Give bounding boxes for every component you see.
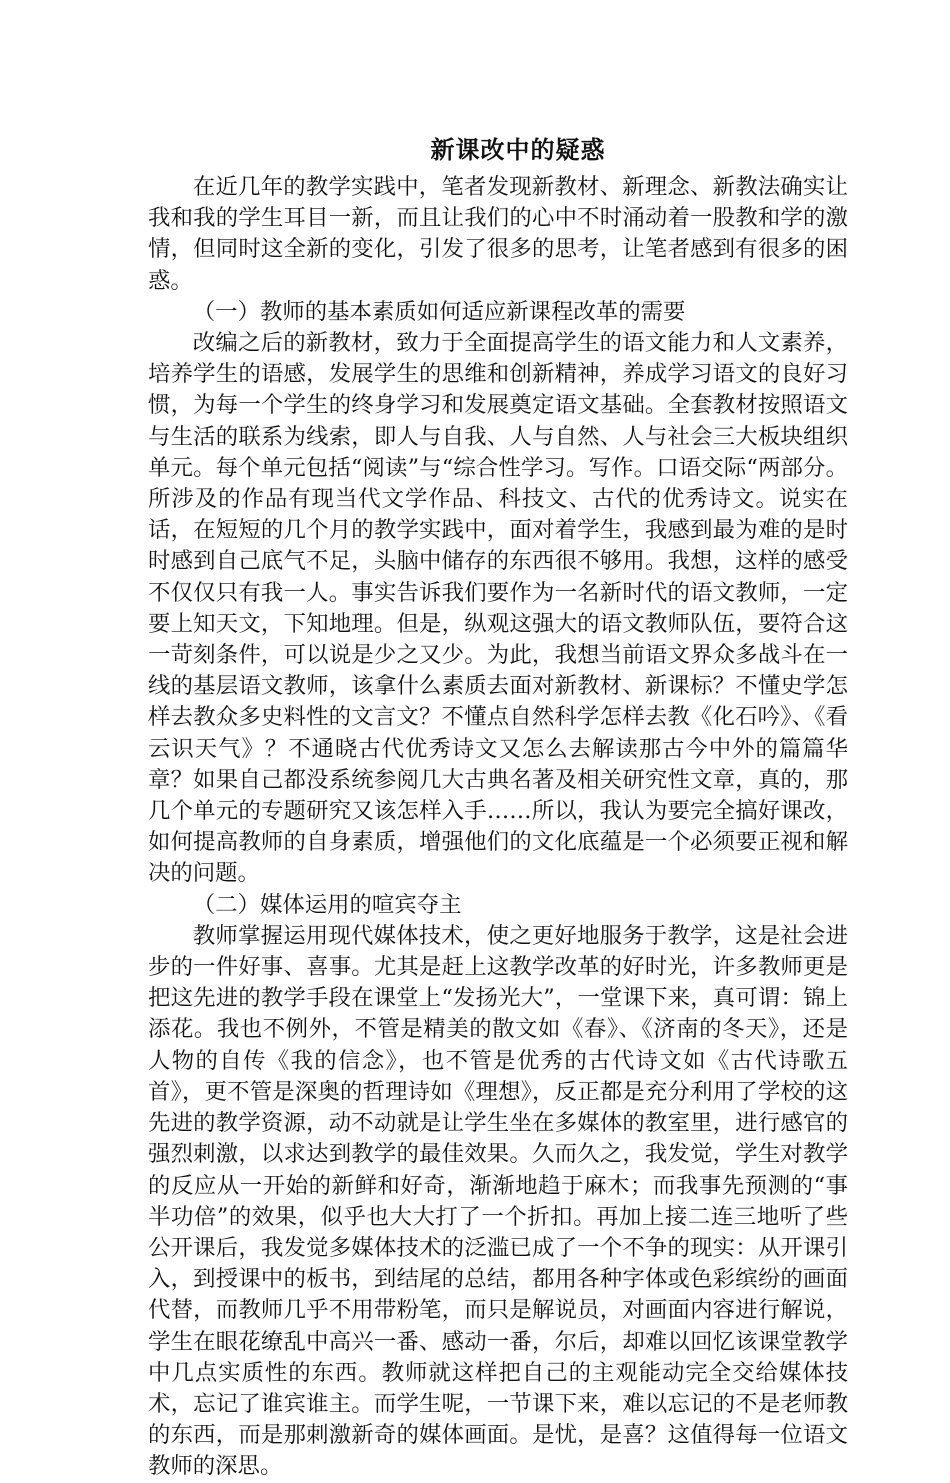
section-2-body: 教师掌握运用现代媒体技术，使之更好地服务于教学，这是社会进步的一件好事、喜事。尤其是赶上这教学改革的好时光，许多教师更是把这先进的教学手段在课堂上“发扬光大”，一堂课下来，真可谓：锦上添花。我也不例外，不管是精美的散文如《春》、《济南的冬天》，还是人物的自传《我的信念》，也不管是优秀的古代诗文如《古代诗歌五首》，更不管是深奥的哲理诗如《理想》，反正都是充分利用了学校的这先进的教学资源，动不动就是让学生坐在多媒体的教室里，进行感官的强烈刺激，以求达到教学的最佳效果。久而久之，我发觉，学生对教学的反应从一开始的新鲜和好奇，渐渐地趋于麻木；而我事先预测的“事半功倍”的效果，似乎也大大打了一个折扣。再加上接二连三地听了些公开课后，我发觉多媒体技术的泛滥已成了一个不争的现实：从开课引入，到授课中的板书，到结尾的总结，都用各种字体或色彩缤纷的画面代替，而教师几乎不用带粉笔，而只是解说员，对画面内容进行解说，学生在眼花缭乱中高兴一番、感动一番，尔后，却难以回忆该课堂教学中几点实质性的东西。教师就这样把自己的主观能动完全交给媒体技术，忘记了谁宾谁主。而学生呢，一节课下来，难以忘记的不是老师教的东西，而是那刺激新奇的媒体画面。是忧，是喜？这值得每一位语文教师的深思。	[148, 922, 848, 1480]
document-title: 新课改中的疑惑	[430, 135, 606, 164]
document-page	[148, 128, 848, 1483]
intro-paragraph: 在近几年的教学实践中，笔者发现新教材、新理念、新教法确实让我和我的学生耳目一新，而且让我们的心中不时涌动着一股教和学的激情，但同时这全新的变化，引发了很多的思考，让笔者感到有很多的困惑。	[148, 174, 848, 294]
section-1-heading: （一）教师的基本素质如何适应新课程改革的需要	[192, 298, 686, 325]
section-1-body: 改编之后的新教材，致力于全面提高学生的语文能力和人文素养，培养学生的语感，发展学生的思维和创新精神，养成学习语文的良好习惯，为每一个学生的终身学习和发展奠定语文基础。全套教材按照语文与生活的联系为线索，即人与自我、人与自然、人与社会三大板块组织单元。每个单元包括“阅读”与“综合性学习。写作。口语交际“两部分。所涉及的作品有现当代文学作品、科技文、古代的优秀诗文。说实在话，在短短的几个月的教学实践中，面对着学生，我感到最为难的是时时感到自己底气不足，头脑中储存的东西很不够用。我想，这样的感受不仅仅只有我一人。事实告诉我们要作为一名新时代的语文教师，一定要上知天文，下知地理。但是，纵观这强大的语文教师队伍，要符合这一苛刻条件，可以说是少之又少。为此，我想当前语文界众多战斗在一线的基层语文教师，该拿什么素质去面对新教材、新课标？不懂史学怎样去教众多史料性的文言文？不懂点自然科学怎样去教《化石吟》、《看云识天气》？不通晓古代优秀诗文又怎么去解读那古今中外的篇篇华章？如果自己都没系统参阅几大古典名著及相关研究性文章，真的，那几个单元的专题研究又该怎样入手……所以，我认为要完全搞好课改，如何提高教师的自身素质，增强他们的文化底蕴是一个必须要正视和解决的问题。	[148, 330, 848, 887]
section-2-heading: （二）媒体运用的喧宾夺主	[192, 891, 462, 918]
